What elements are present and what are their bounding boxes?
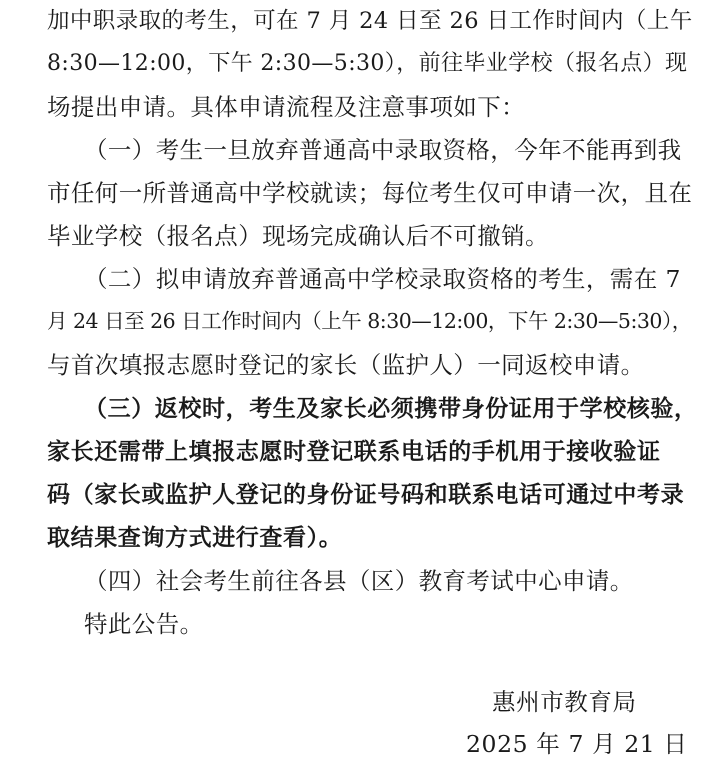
intro-line-3: 场提出申请。具体申请流程及注意事项如下： [47, 93, 525, 121]
item3-line-3: 码（家长或监护人登记的身份证号码和联系电话可通过中考录 [47, 482, 685, 508]
signature-org: 惠州市教育局 [492, 688, 637, 716]
item2-line-3: 与首次填报志愿时登记的家长（监护人）一同返校申请。 [47, 351, 645, 379]
intro-line-1: 加中职录取的考生，可在 7 月 24 日至 26 日工作时间内（上午 [47, 8, 693, 34]
signature-date: 2025 年 7 月 21 日 [466, 730, 688, 758]
item3-line-2: 家长还需带上填报志愿时登记联系电话的手机用于接收验证 [47, 439, 661, 465]
closing-text: 特此公告。 [84, 610, 204, 638]
item3-line-4: 取结果查询方式进行查看）。 [47, 525, 343, 551]
item1-line-3: 毕业学校（报名点）现场完成确认后不可撤销。 [47, 222, 549, 250]
item4-line-1: （四）社会考生前往各县（区）教育考试中心申请。 [84, 567, 634, 595]
item2-line-2: 月 24 日至 26 日工作时间内（上午 8:30—12:00，下午 2:30—5:30）， [47, 309, 692, 333]
item2-line-1: （二）拟申请放弃普通高中学校录取资格的考生，需在 7 [84, 265, 681, 293]
item1-line-1: （一）考生一旦放弃普通高中录取资格，今年不能再到我 [84, 136, 682, 164]
item3-line-1: （三）返校时，考生及家长必须携带身份证用于学校核验， [84, 396, 698, 422]
item1-line-2: 市任何一所普通高中学校就读；每位考生仅可申请一次，且在 [47, 179, 693, 207]
intro-line-2: 8:30—12:00，下午 2:30—5:30），前往毕业学校（报名点）现 [47, 51, 688, 76]
